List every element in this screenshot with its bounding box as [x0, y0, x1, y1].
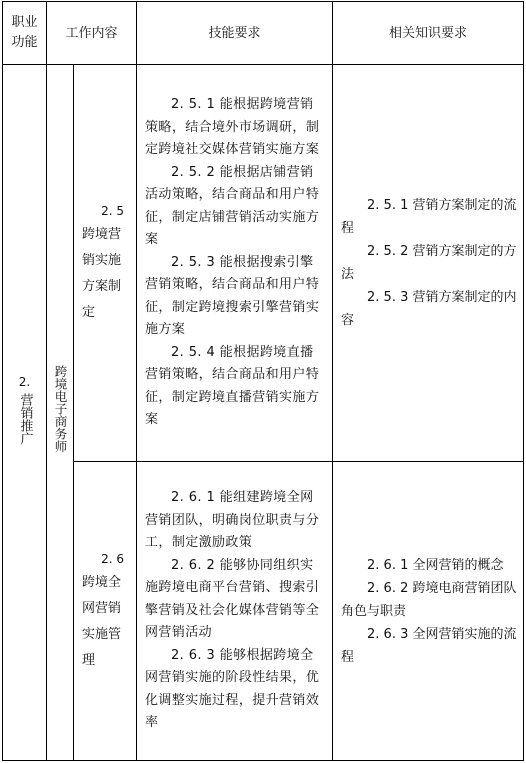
knowledge-item: 2. 6. 3 全网营销实施的流程	[341, 626, 517, 665]
function-cell	[3, 65, 47, 761]
table-row	[3, 462, 524, 761]
knowledge-item: 2. 5. 1 营销方案制定的流程	[341, 198, 517, 236]
header-content-label: 工作内容	[65, 25, 118, 41]
skill-item: 2. 5. 4 能根据跨境直播营销策略，结合商品和用户特征，制定跨境直播营销实施方案	[145, 344, 320, 428]
occupation-cell	[47, 65, 74, 761]
header-skills-label: 技能要求	[208, 25, 261, 41]
occupation-label: 跨境电子商务师	[53, 364, 68, 453]
skill-item: 2. 6. 2 能够协同组织实施跨境电商平台营销、搜索引擎营销及社会化媒体营销等全网营销活动	[145, 557, 320, 641]
skills-cell	[137, 65, 333, 462]
knowledge-item: 2. 6. 2 跨境电商营销团队角色与职责	[341, 580, 517, 619]
content-cell	[74, 65, 137, 462]
knowledge-cell	[333, 65, 524, 462]
knowledge-cell	[333, 462, 524, 761]
content-cell	[74, 462, 137, 761]
function-number: 2.	[18, 374, 31, 389]
skill-item: 2. 6. 3 能够根据跨境全网营销实施的阶段性结果，优化调整实施过程，提升营销效率	[145, 647, 320, 731]
content-label: 跨境全网营销实施管理	[82, 575, 122, 668]
skill-item: 2. 6. 1 能组建跨境全网营销团队，明确岗位职责与分工，制定激励政策	[145, 490, 320, 551]
knowledge-item: 2. 5. 3 营销方案制定的内容	[341, 290, 517, 328]
skills-cell	[137, 462, 333, 761]
skill-item: 2. 5. 2 能根据店铺营销活动策略，结合商品和用户特征，制定店铺营销活动实施方案	[145, 164, 320, 248]
header-row	[3, 2, 524, 65]
content-number: 2. 6	[101, 552, 125, 566]
skill-item: 2. 5. 1 能根据跨境营销策略，结合境外市场调研，制定跨境社交媒体营销实施方案	[145, 97, 320, 158]
header-skills	[137, 2, 333, 65]
header-function-label: 职业功能	[11, 15, 38, 50]
function-label: 营销推广	[17, 392, 33, 445]
skill-item: 2. 5. 3 能根据搜索引擎营销策略，结合商品和用户特征，制定跨境搜索引擎营销实施方案	[145, 254, 320, 338]
content-number: 2. 5	[101, 204, 125, 218]
content-label: 跨境营销实施方案制定	[82, 227, 122, 320]
header-function	[3, 2, 47, 65]
table-row	[3, 65, 524, 462]
header-knowledge	[333, 2, 524, 65]
header-knowledge-label: 相关知识要求	[389, 25, 468, 41]
occupation-standard-table	[2, 1, 524, 761]
header-content	[47, 2, 137, 65]
knowledge-item: 2. 6. 1 全网营销的概念	[367, 557, 504, 573]
knowledge-item: 2. 5. 2 营销方案制定的方法	[341, 244, 517, 282]
